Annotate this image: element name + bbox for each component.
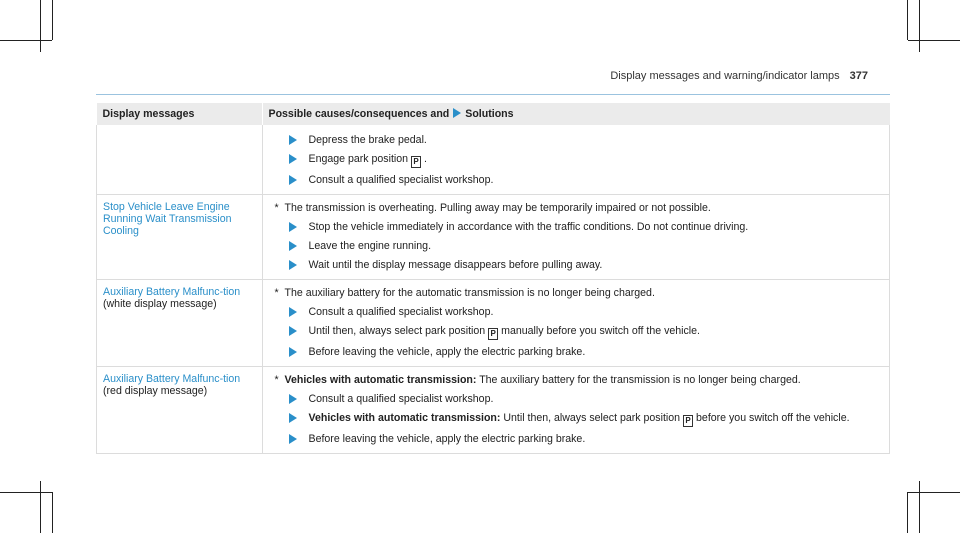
cause-text — [275, 373, 884, 387]
step-text-tail: manually before you switch off the vehicle. — [501, 325, 700, 337]
solution-step — [289, 220, 884, 234]
table-row — [97, 280, 890, 367]
solution-cell — [262, 125, 890, 195]
solution-cell — [262, 367, 890, 454]
crop-mark — [52, 0, 53, 40]
message-cell — [97, 367, 263, 454]
blue-triangle-icon — [289, 347, 297, 357]
blue-triangle-icon — [289, 434, 297, 444]
blue-triangle-icon — [289, 326, 297, 336]
cause-description: The auxiliary battery for the automatic transmission is no longer being charged. — [284, 287, 655, 299]
message-cell — [97, 280, 263, 367]
park-position-icon: P — [411, 156, 421, 168]
crop-mark — [908, 40, 960, 41]
solution-step — [289, 305, 884, 319]
step-text-tail: . — [424, 153, 427, 165]
message-cell — [97, 125, 263, 195]
asterisk: * — [274, 202, 279, 214]
blue-triangle-icon — [289, 241, 297, 251]
column-header-solutions — [262, 103, 890, 125]
cause-text — [275, 201, 884, 215]
crop-mark — [0, 492, 52, 493]
step-bold-prefix: Vehicles with automatic transmission: — [308, 412, 501, 424]
asterisk: * — [274, 374, 279, 386]
solution-step — [289, 345, 884, 359]
page-header-title: Display messages and warning/indicator lamps — [610, 70, 840, 82]
step-text: Engage park position — [308, 153, 409, 165]
page-header — [610, 70, 868, 82]
blue-triangle-icon — [289, 307, 297, 317]
display-message-text: Auxiliary Battery Malfunc-tion — [103, 286, 241, 298]
column-header-suffix: Solutions — [465, 108, 514, 120]
asterisk: * — [274, 287, 279, 299]
crop-mark — [907, 0, 908, 40]
solution-step — [289, 133, 884, 147]
crop-mark — [908, 492, 960, 493]
crop-mark — [40, 481, 41, 533]
solution-step — [289, 239, 884, 253]
cause-text — [275, 286, 884, 300]
crop-mark — [52, 492, 53, 533]
table-row — [97, 195, 890, 280]
solution-cell — [262, 195, 890, 280]
page-number: 377 — [849, 70, 868, 82]
step-text: Before leaving the vehicle, apply the electric parking brake. — [308, 346, 586, 358]
crop-mark — [919, 0, 920, 52]
step-text-tail: before you switch off the vehicle. — [696, 412, 850, 424]
solution-step — [289, 258, 884, 272]
solution-step — [289, 411, 884, 427]
step-text: Before leaving the vehicle, apply the electric parking brake. — [308, 433, 586, 445]
header-rule — [96, 94, 890, 95]
display-message-text: Stop Vehicle Leave Engine Running Wait Transmission Cooling — [103, 201, 232, 237]
blue-triangle-icon — [289, 154, 297, 164]
blue-triangle-icon — [289, 394, 297, 404]
blue-triangle-icon — [289, 175, 297, 185]
crop-mark — [40, 0, 41, 52]
park-position-icon: P — [683, 415, 693, 427]
cause-bold-prefix: Vehicles with automatic transmission: — [284, 374, 477, 386]
crop-mark — [919, 481, 920, 533]
solution-step — [289, 152, 884, 168]
crop-mark — [907, 492, 908, 533]
table-row — [97, 367, 890, 454]
display-message-note: (red display message) — [103, 385, 208, 397]
blue-triangle-icon — [289, 413, 297, 423]
solution-step — [289, 324, 884, 340]
solution-step — [289, 173, 884, 187]
step-text: Wait until the display message disappears before pulling away. — [308, 259, 603, 271]
solution-cell — [262, 280, 890, 367]
solution-step — [289, 392, 884, 406]
step-text: Consult a qualified specialist workshop. — [308, 174, 494, 186]
display-message-text: Auxiliary Battery Malfunc-tion — [103, 373, 241, 385]
column-header-prefix: Possible causes/consequences and — [268, 108, 450, 120]
blue-triangle-icon — [289, 222, 297, 232]
message-cell — [97, 195, 263, 280]
step-text: Leave the engine running. — [308, 240, 432, 252]
cause-description: The transmission is overheating. Pulling away may be temporarily impaired or not possible. — [284, 202, 711, 214]
blue-triangle-icon — [289, 260, 297, 270]
step-text: Until then, always select park position — [308, 325, 486, 337]
step-text: Stop the vehicle immediately in accordance with the traffic conditions. Do not continue driving. — [308, 221, 749, 233]
blue-triangle-icon — [289, 135, 297, 145]
solution-step — [289, 432, 884, 446]
display-message-note: (white display message) — [103, 298, 217, 310]
display-messages-table — [96, 103, 890, 454]
step-text: Until then, always select park position — [503, 412, 681, 424]
table-header-row — [97, 103, 890, 125]
crop-mark — [0, 40, 52, 41]
table-row — [97, 125, 890, 195]
step-text: Consult a qualified specialist workshop. — [308, 306, 494, 318]
step-text: Consult a qualified specialist workshop. — [308, 393, 494, 405]
blue-triangle-icon — [453, 108, 461, 118]
cause-description: The auxiliary battery for the transmission is no longer being charged. — [479, 374, 801, 386]
park-position-icon: P — [488, 328, 498, 340]
step-text: Depress the brake pedal. — [308, 134, 427, 146]
column-header-display-messages: Display messages — [97, 103, 263, 125]
